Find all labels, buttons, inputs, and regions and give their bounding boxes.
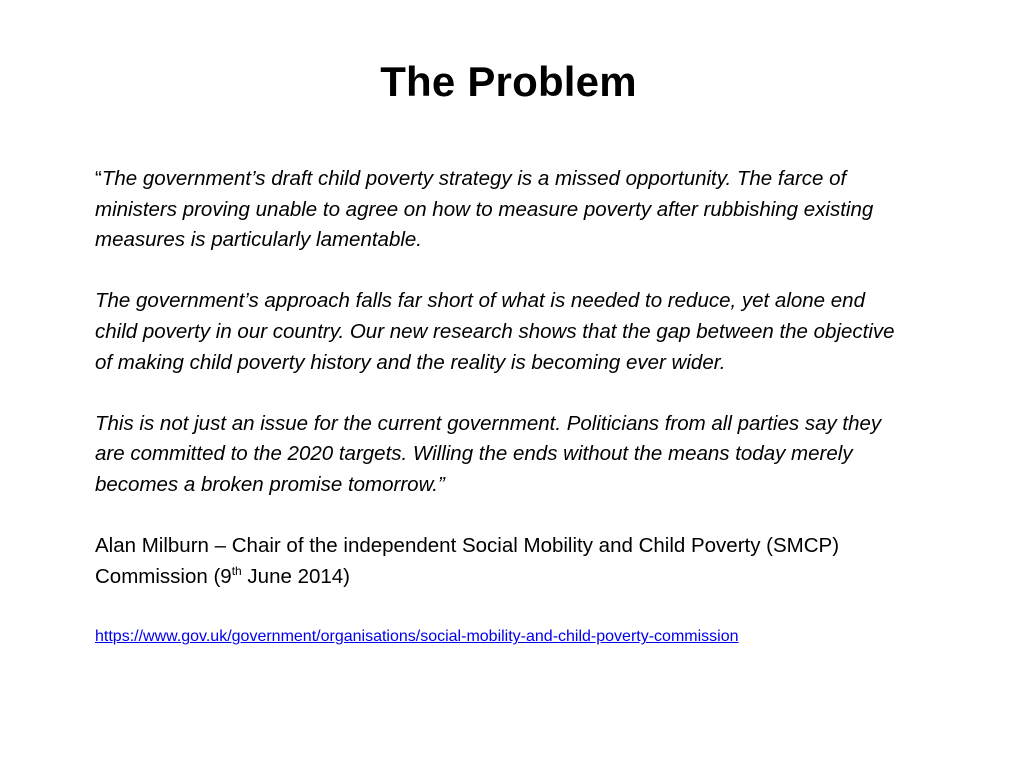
quote-block — [95, 164, 895, 501]
slide-body — [95, 164, 895, 651]
quote-paragraph-3: This is not just an issue for the current government. Politicians from all parties say they are committed to the 2020 targets. Willing the ends without the means today merely becomes a broken promise tomorrow.” — [95, 411, 882, 496]
quote-paragraph-2: The government’s approach falls far short of what is needed to reduce, yet alone end child poverty in our country. Our new research shows that the gap between the objective of making child poverty history and the reality is becoming ever wider. — [95, 289, 895, 374]
opening-quote-mark: “ — [95, 167, 102, 190]
attribution-text: Alan Milburn – Chair of the independent Social Mobility and Child Poverty (SMCP) Commission (9 — [95, 534, 840, 588]
source-link[interactable]: https://www.gov.uk/government/organisations/social-mobility-and-child-poverty-commission — [95, 628, 739, 646]
quote-paragraph-1-text: The government’s draft child poverty strategy is a missed opportunity. The farce of ministers proving unable to agree on how to measure poverty after rubbishing existing measures is particularly lamentable. — [95, 167, 874, 252]
attribution-date-text: June 2014) — [241, 564, 350, 588]
quote-paragraph-1 — [95, 164, 895, 256]
attribution — [95, 531, 895, 592]
slide-title: The Problem — [380, 58, 637, 105]
attribution-superscript: th — [231, 563, 242, 578]
